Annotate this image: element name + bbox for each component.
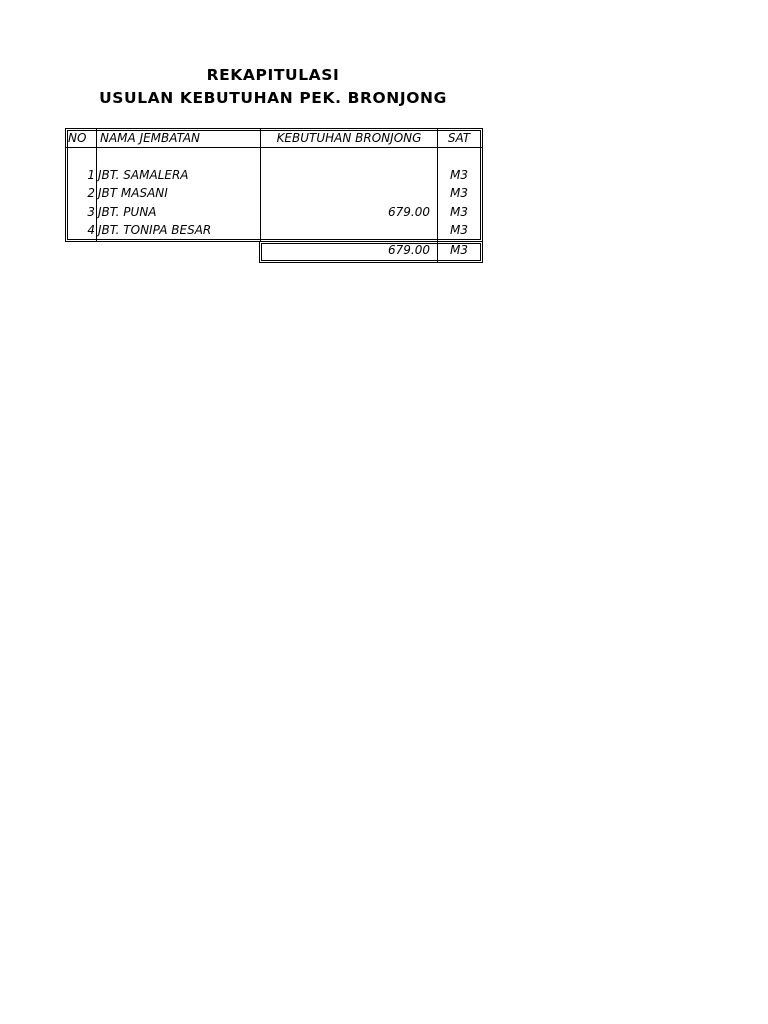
header-divider <box>65 147 483 148</box>
page-title: REKAPITULASI <box>206 66 340 84</box>
total-kebutuhan: 679.00 <box>388 243 430 257</box>
header-sat: SAT <box>447 131 471 145</box>
row-no: 3 <box>87 205 95 219</box>
row-sat: M3 <box>450 223 468 237</box>
row-nama-jembatan: JBT. SAMALERA <box>98 168 189 182</box>
row-sat: M3 <box>450 168 468 182</box>
page-subtitle: USULAN KEBUTUHAN PEK. BRONJONG <box>99 89 447 107</box>
column-divider-no <box>96 128 97 242</box>
row-no: 4 <box>87 223 95 237</box>
row-sat: M3 <box>450 186 468 200</box>
row-sat: M3 <box>450 205 468 219</box>
row-nama-jembatan: JBT. PUNA <box>98 205 157 219</box>
row-nama-jembatan: JBT MASANI <box>98 186 168 200</box>
row-kebutuhan: 679.00 <box>388 205 430 219</box>
header-nama-jembatan: NAMA JEMBATAN <box>100 131 201 145</box>
row-nama-jembatan: JBT. TONIPA BESAR <box>98 223 212 237</box>
total-sat: M3 <box>450 243 468 257</box>
row-no: 2 <box>87 186 95 200</box>
header-no: NO <box>68 131 87 145</box>
row-no: 1 <box>87 168 95 182</box>
header-kebutuhan-bronjong: KEBUTUHAN BRONJONG <box>276 131 422 145</box>
